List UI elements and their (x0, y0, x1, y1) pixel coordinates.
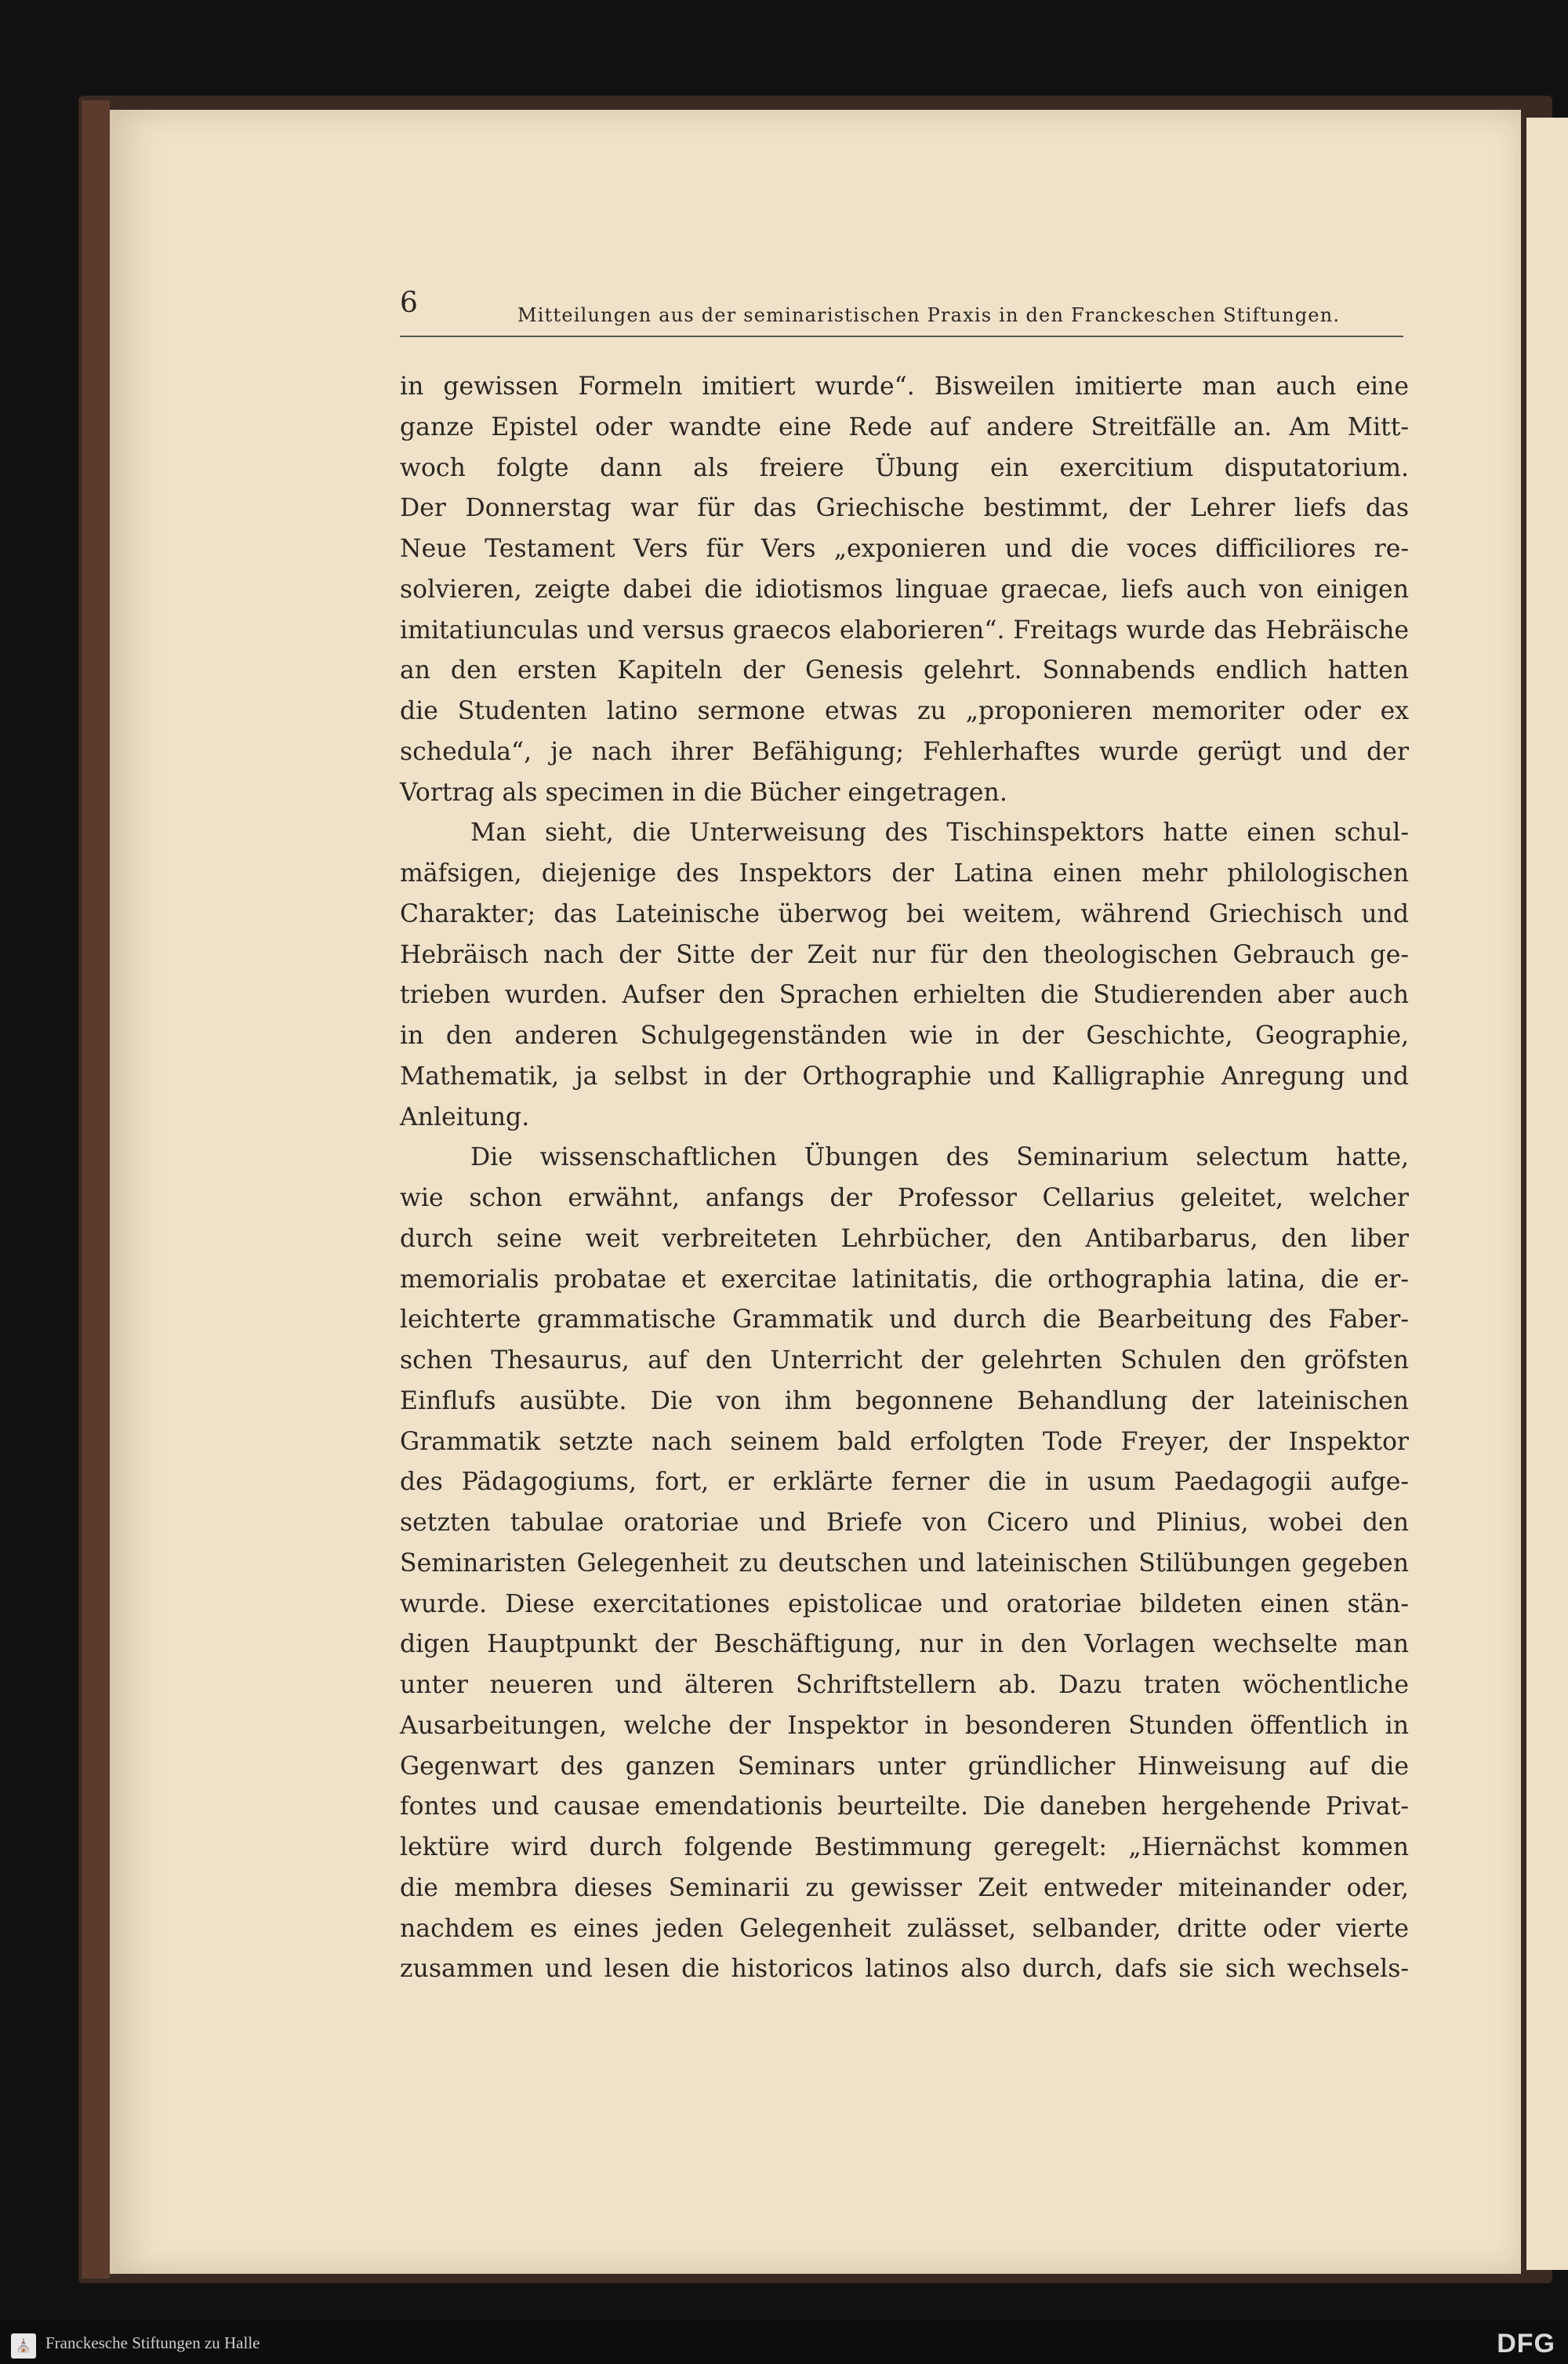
text-line: Man sieht, die Unterweisung des Tischinspektors hatte einen schul- (470, 819, 1409, 848)
text-line: die membra dieses Seminarii zu gewisser Zeit entweder miteinander oder, (400, 1873, 1409, 1902)
dfg-logo: DFG (1497, 2329, 1555, 2359)
text-line: schedula“, je nach ihrer Befähigung; Fehlerhaftes wurde gerügt und der (400, 737, 1409, 766)
text-line: digen Hauptpunkt der Beschäftigung, nur in den Vorlagen wechselte man (400, 1630, 1409, 1659)
text-line: mäfsigen, diejenige des Inspektors der Latina einen mehr philologischen (400, 859, 1409, 888)
text-line: in den anderen Schulgegenständen wie in der Geschichte, Geographie, (400, 1022, 1409, 1050)
text-line: Die wissenschaftlichen Übungen des Seminarium selectum hatte, (470, 1143, 1409, 1172)
text-line: zusammen und lesen die historicos latinos also durch, dafs sie sich wechsels- (400, 1955, 1409, 1984)
text-line: Hebräisch nach der Sitte der Zeit nur für den theologischen Gebrauch ge- (400, 940, 1409, 969)
text-line: an den ersten Kapiteln der Genesis gelehrt. Sonnabends endlich hatten (400, 656, 1409, 685)
viewer-footer (0, 2321, 1568, 2364)
text-line: Vortrag als specimen in die Bücher eingetragen. (400, 778, 1007, 807)
text-line: Mathematik, ja selbst in der Orthographie und Kalligraphie Anregung und (400, 1062, 1409, 1091)
text-line: wie schon erwähnt, anfangs der Professor Cellarius geleitet, welcher (400, 1184, 1409, 1212)
institution-label[interactable]: Franckesche Stiftungen zu Halle (45, 2333, 260, 2352)
text-line: Der Donnerstag war für das Griechische bestimmt, der Lehrer liefs das (400, 494, 1409, 523)
text-line: lektüre wird durch folgende Bestimmung geregelt: „Hiernächst kommen (400, 1833, 1409, 1861)
text-line: durch seine weit verbreiteten Lehrbücher, den Antibarbarus, den liber (400, 1224, 1409, 1253)
text-line: ganze Epistel oder wandte eine Rede auf andere Streitfälle an. Am Mitt- (400, 412, 1409, 441)
text-line: leichterte grammatische Grammatik und durch die Bearbeitung des Faber- (400, 1305, 1409, 1335)
text-line: woch folgte dann als freiere Übung ein exercitium disputatorium. (400, 453, 1409, 482)
page-header (400, 289, 1403, 337)
text-line: imitatiunculas und versus graecos elaborieren“. Freitags wurde das Hebräische (400, 616, 1409, 645)
text-line: fontes und causae emendationis beurteilte. Die daneben hergehende Privat- (400, 1792, 1409, 1821)
text-line: Anleitung. (400, 1102, 530, 1131)
text-line: Neue Testament Vers für Vers „exponieren und die voces difficiliores re- (400, 535, 1409, 563)
text-line: Grammatik setzte nach seinem bald erfolgten Tode Freyer, der Inspektor (400, 1427, 1409, 1456)
text-line: Ausarbeitungen, welche der Inspektor in besonderen Stunden öffentlich in (400, 1711, 1409, 1740)
text-line: setzten tabulae oratoriae und Briefe von Cicero und Plinius, wobei den (400, 1509, 1409, 1537)
page-number: 6 (400, 287, 418, 319)
text-line: unter neueren und älteren Schriftstellern ab. Dazu traten wöchentliche (400, 1671, 1409, 1699)
text-line: schen Thesaurus, auf den Unterricht der gelehrten Schulen den gröfsten (400, 1346, 1409, 1374)
text-line: wurde. Diese exercitationes epistolicae und oratoriae bildeten einen stän- (400, 1589, 1409, 1618)
text-line: Charakter; das Lateinische überwog bei weitem, während Griechisch und (400, 899, 1409, 928)
text-line: in gewissen Formeln imitiert wurde“. Bisweilen imitierte man auch eine (400, 372, 1409, 401)
text-line: solvieren, zeigte dabei die idiotismos linguae graecae, liefs auch von einigen (400, 575, 1409, 604)
text-line: Seminaristen Gelegenheit zu deutschen und lateinischen Stilübungen gegeben (400, 1549, 1409, 1578)
body-text (400, 367, 1409, 1990)
text-line: des Pädagogiums, fort, er erklärte ferner die in usum Paedagogii aufge- (400, 1468, 1409, 1497)
text-line: trieben wurden. Aufser den Sprachen erhielten die Studierenden aber auch (400, 981, 1409, 1010)
institution-logo-icon: ⛪ (11, 2333, 36, 2359)
facing-page-edge (1525, 118, 1568, 2270)
text-line: die Studenten latino sermone etwas zu „proponieren memoriter oder ex (400, 697, 1409, 725)
text-line: memorialis probatae et exercitae latinitatis, die orthographia latina, die er- (400, 1265, 1409, 1294)
text-line: Gegenwart des ganzen Seminars unter gründlicher Hinweisung auf die (400, 1752, 1409, 1781)
running-title: Mitteilungen aus der seminaristischen Praxis in den Franckeschen Stiftungen. (517, 304, 1341, 326)
book-spine-edge (82, 100, 110, 2279)
text-line: nachdem es eines jeden Gelegenheit zulässet, selbander, dritte oder vierte (400, 1914, 1409, 1943)
text-line: Einflufs ausübte. Die von ihm begonnene Behandlung der lateinischen (400, 1386, 1409, 1415)
